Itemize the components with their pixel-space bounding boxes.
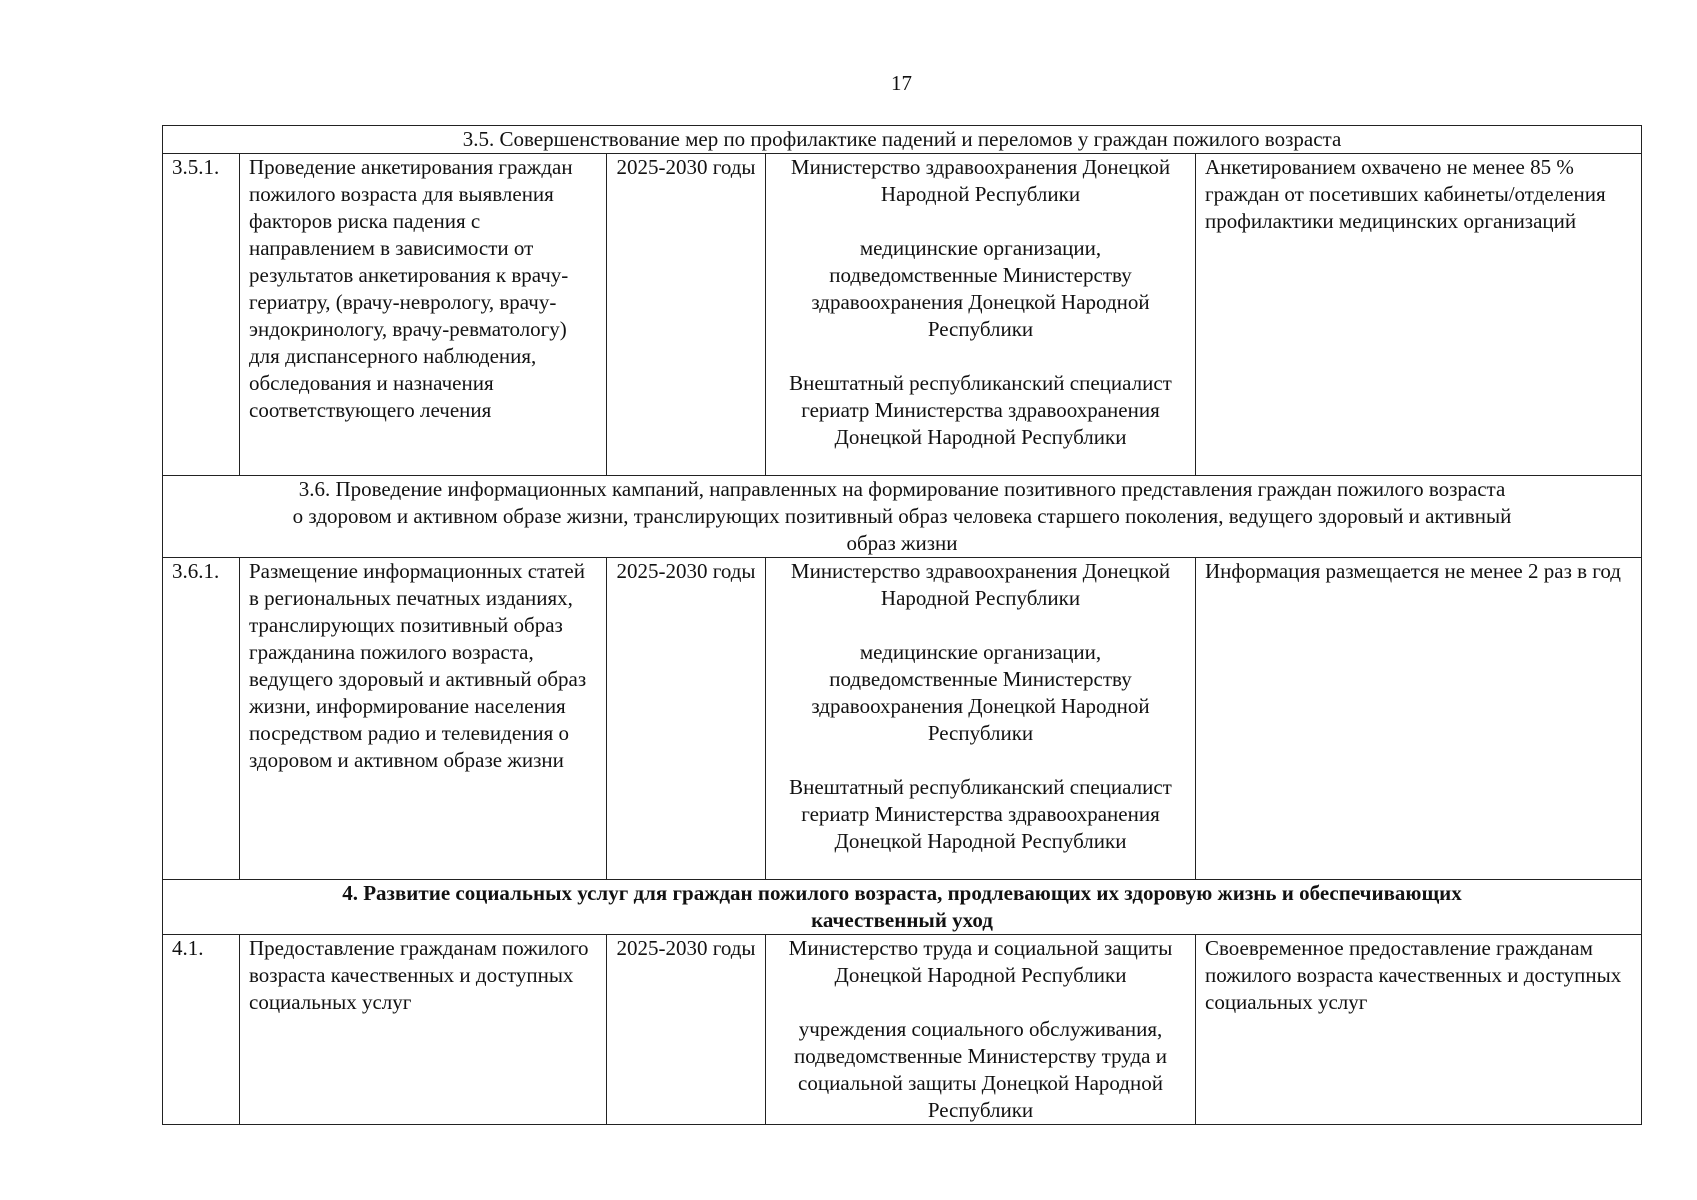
section-header-row (163, 880, 1642, 935)
section-header-row (163, 126, 1642, 154)
row-number: 3.6.1. (163, 558, 240, 880)
spacer (775, 612, 1186, 639)
table-row (163, 154, 1642, 476)
expected-result: Анкетированием охвачено не менее 85 % граждан от посетивших кабинеты/отделения профилактики медицинских организаций (1196, 154, 1642, 476)
table-row (163, 558, 1642, 880)
section-title-line: 4. Развитие социальных услуг для граждан пожилого возраста, продлевающих их здоровую жизнь и обеспечивающих (342, 881, 1462, 905)
spacer (775, 343, 1186, 370)
executor-secondary: медицинские организации, подведомственные Министерству здравоохранения Донецкой Народной Республики (811, 640, 1150, 745)
section-title (163, 476, 1642, 558)
activity-description: Предоставление гражданам пожилого возраста качественных и доступных социальных услуг (240, 935, 607, 1125)
executor-specialist: Внештатный республиканский специалист гериатр Министерства здравоохранения Донецкой Народной Республики (789, 775, 1172, 853)
section-title (163, 126, 1642, 154)
executor-primary: Министерство труда и социальной защиты Донецкой Народной Республики (788, 936, 1173, 987)
row-number: 3.5.1. (163, 154, 240, 476)
executor-secondary: медицинские организации, подведомственные Министерству здравоохранения Донецкой Народной Республики (811, 236, 1150, 341)
section-title-line: качественный уход (811, 908, 993, 932)
executors-cell (766, 935, 1196, 1125)
page-number: 17 (891, 71, 912, 95)
activity-description: Проведение анкетирования граждан пожилого возраста для выявления факторов риска падения с направлением в зависимости от результатов анкетирования к врачу-гериатру, (врачу-неврологу, врачу-эндокринологу, врачу-ревматологу) для диспансерного наблюдения, обследования и назначения соответствующего лечения (240, 154, 607, 476)
spacer (775, 747, 1186, 774)
spacer (775, 989, 1186, 1016)
period-cell: 2025-2030 годы (607, 154, 766, 476)
section-title (163, 880, 1642, 935)
section-title-text: 3.5. Совершенствование мер по профилактике падений и переломов у граждан пожилого возраста (462, 127, 1342, 151)
spacer (775, 208, 1186, 235)
period-cell: 2025-2030 годы (607, 935, 766, 1125)
section-title-line: образ жизни (846, 531, 958, 555)
row-number: 4.1. (163, 935, 240, 1125)
executor-specialist: Внештатный республиканский специалист гериатр Министерства здравоохранения Донецкой Народной Республики (789, 371, 1172, 449)
section-title-line: о здоровом и активном образе жизни, транслирующих позитивный образ человека старшего поколения, ведущего здоровый и активный (292, 504, 1512, 528)
activity-description: Размещение информационных статей в региональных печатных изданиях, транслирующих позитивный образ гражданина пожилого возраста, ведущего здоровый и активный образ жизни, информирование населения посредством радио и телевидения о здоровом и активном образе жизни (240, 558, 607, 880)
section-title-line: 3.6. Проведение информационных кампаний, направленных на формирование позитивного представления граждан пожилого возраста (298, 477, 1506, 501)
expected-result: Своевременное предоставление гражданам пожилого возраста качественных и доступных социальных услуг (1196, 935, 1642, 1125)
executors-cell (766, 558, 1196, 880)
section-header-row (163, 476, 1642, 558)
table-row (163, 935, 1642, 1125)
executors-cell (766, 154, 1196, 476)
action-plan-table (162, 125, 1642, 1125)
period-cell: 2025-2030 годы (607, 558, 766, 880)
expected-result: Информация размещается не менее 2 раз в год (1196, 558, 1642, 880)
executor-primary: Министерство здравоохранения Донецкой Народной Республики (790, 155, 1171, 206)
executor-primary: Министерство здравоохранения Донецкой Народной Республики (790, 559, 1171, 610)
executor-secondary: учреждения социального обслуживания, подведомственные Министерству труда и социальной защиты Донецкой Народной Республики (794, 1017, 1167, 1122)
